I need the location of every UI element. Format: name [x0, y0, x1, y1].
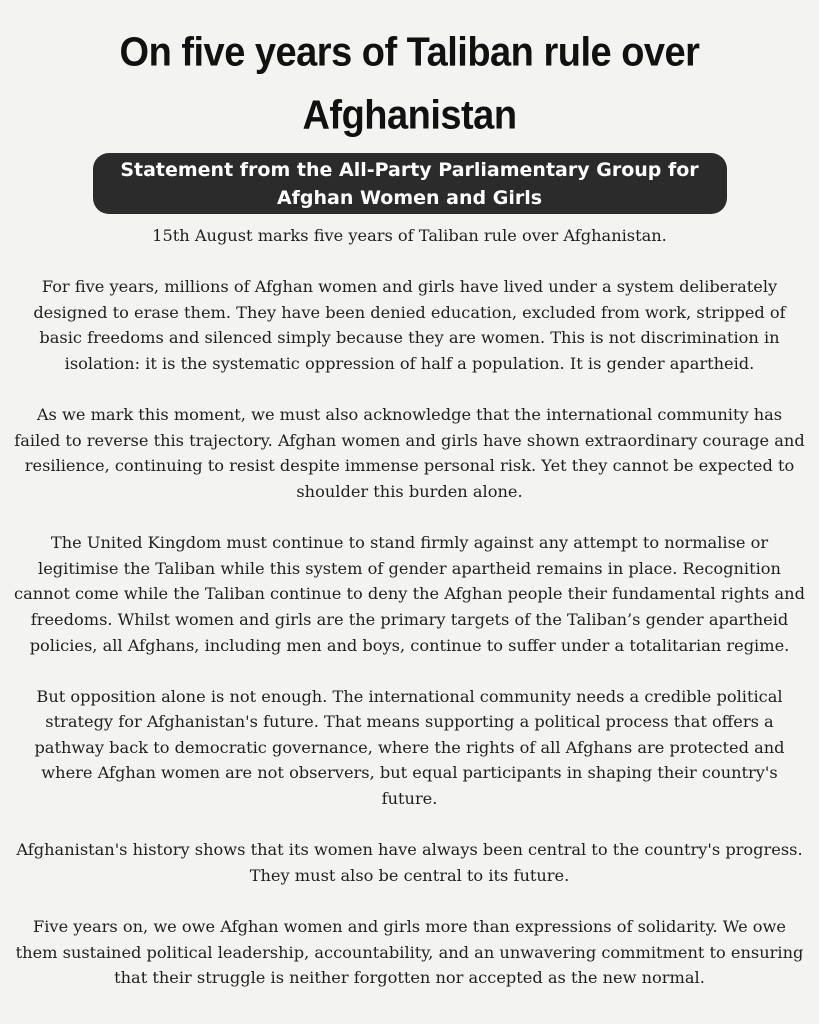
- paragraph-political-strategy: But opposition alone is not enough. The international community needs a credible political strategy for Afghanistan's future. That means supporting a political process that offers a pathway back to democratic governance, where the rights of all Afghans are protected and where Afghan women are not observers, but equal participants in shaping their country's future.: [34, 686, 785, 809]
- statement-body: [12, 223, 807, 991]
- paragraph-history: Afghanistan's history shows that its women have always been central to the country's progress. They must also be central to its future.: [16, 840, 803, 885]
- paragraph-intro: 15th August marks five years of Taliban rule over Afghanistan.: [152, 226, 667, 245]
- paragraph-erasure: For five years, millions of Afghan women and girls have lived under a system deliberately designed to erase them. They have been denied education, excluded from work, stripped of basic freedoms and silenced simply because they are women. This is not discrimination in isolation: it is the systematic oppression of half a population. It is gender apartheid.: [33, 277, 786, 373]
- paragraph-international-failure: As we mark this moment, we must also acknowledge that the international community has failed to reverse this trajectory. Afghan women and girls have shown extraordinary courage and resilience, continuing to resist despite immense personal risk. Yet they cannot be expected to shoulder this burden alone.: [14, 405, 805, 501]
- subtitle-banner: Statement from the All-Party Parliamentary Group for Afghan Women and Girls: [93, 153, 727, 214]
- paragraph-uk-position: The United Kingdom must continue to stand firmly against any attempt to normalise or legitimise the Taliban while this system of gender apartheid remains in place. Recognition cannot come while the Taliban continue to deny the Afghan people their fundamental rights and freedoms. Whilst women and girls are the primary targets of the Taliban’s gender apartheid policies, all Afghans, including men and boys, continue to suffer under a totalitarian regime.: [14, 533, 805, 655]
- paragraph-solidarity: Five years on, we owe Afghan women and girls more than expressions of solidarity. We owe them sustained political leadership, accountability, and an unwavering commitment to ensuring that their struggle is neither forgotten nor accepted as the new normal.: [15, 917, 804, 988]
- page-title: On five years of Taliban rule over Afghanistan: [119, 29, 700, 138]
